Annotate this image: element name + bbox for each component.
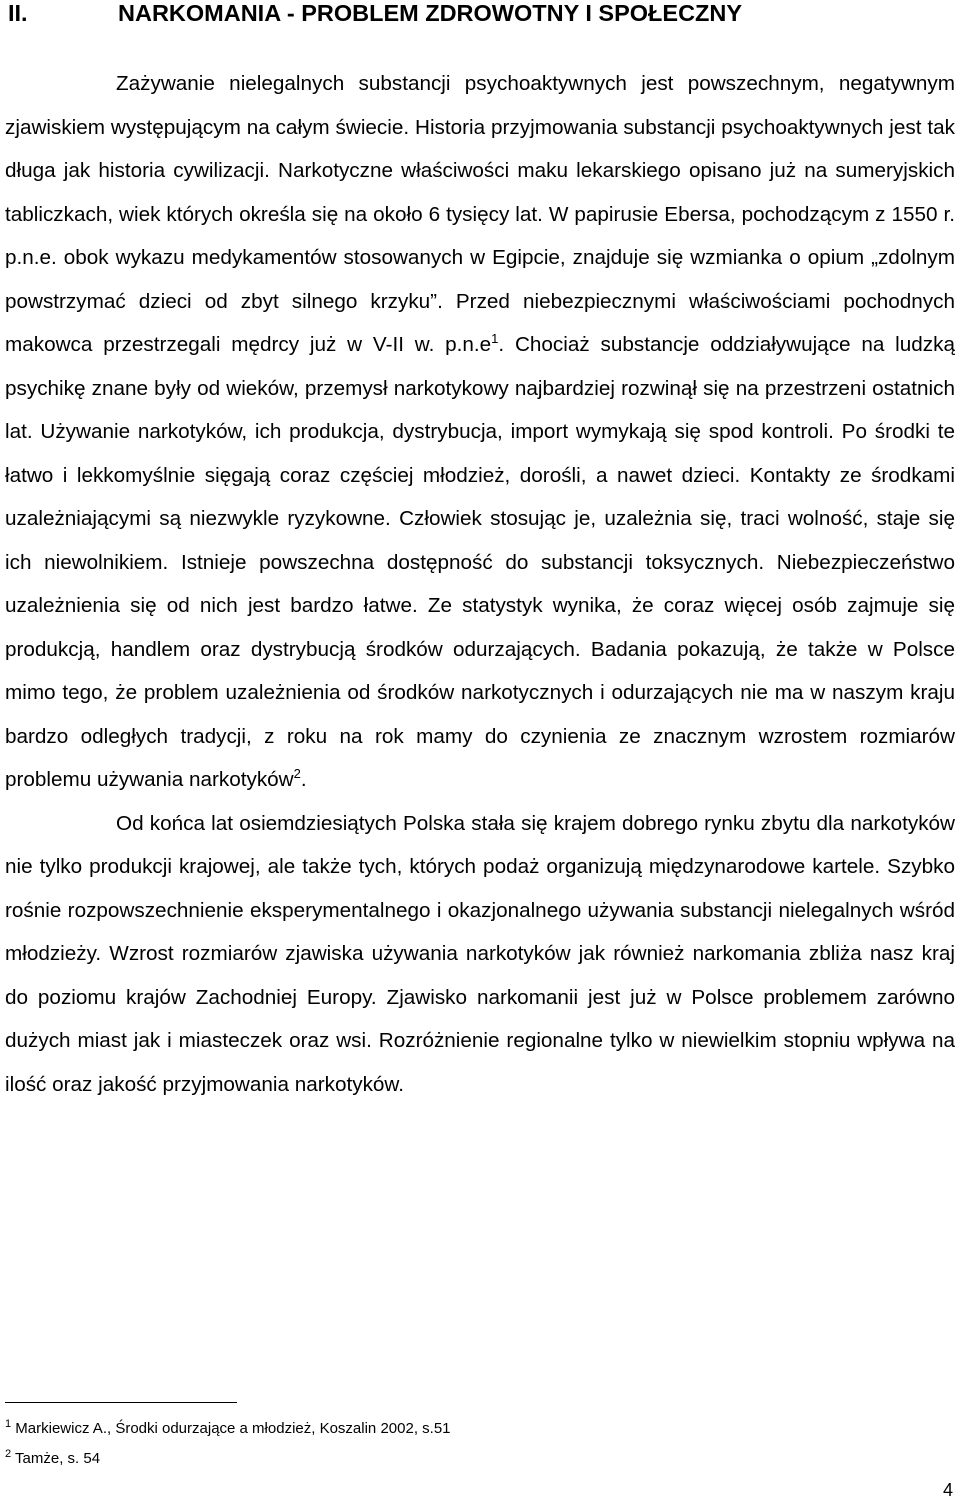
footnote-marker: 2 [5, 1448, 12, 1460]
footnote-ref-2: 2 [293, 766, 301, 782]
chapter-title: NARKOMANIA - PROBLEM ZDROWOTNY I SPOŁECZNY [118, 0, 743, 26]
footnote-separator [5, 1402, 237, 1403]
footnote-text: Tamże, s. 54 [15, 1450, 101, 1467]
paragraph-1 [5, 62, 955, 802]
footnote-marker: 1 [5, 1418, 12, 1430]
footnote-ref-1: 1 [491, 331, 499, 347]
chapter-heading [8, 0, 948, 31]
chapter-number: II. [8, 0, 28, 26]
page-number: 4 [942, 1480, 953, 1500]
footnotes [5, 1414, 945, 1474]
footnote-1 [5, 1414, 945, 1444]
paragraph-2: Od końca lat osiemdziesiątych Polska stała się krajem dobrego rynku zbytu dla narkotyków nie tylko produkcji krajowej, ale także tych, których podaż organizują międzynarodowe kartele. Szybko rośnie rozpowszechnienie eksperymentalnego i okazjonalnego używania substancji nielegalnych wśród młodzieży. Wzrost rozmiarów zjawiska używania narkotyków jak również narkomania zbliża nasz kraj do poziomu krajów Zachodniej Europy. Zjawisko narkomanii jest już w Polsce problemem zarówno dużych miast jak i miasteczek oraz wsi. Rozróżnienie regionalne tylko w niewielkim stopniu wpływa na ilość oraz jakość przyjmowania narkotyków. [5, 811, 955, 1096]
footnote-text: Markiewicz A., Środki odurzające a młodzież, Koszalin 2002, s.51 [15, 1420, 451, 1437]
footnote-2 [5, 1444, 945, 1474]
body-text [5, 62, 955, 1106]
paragraph-1-text-b: . Chociaż substancje oddziaływujące na ludzką psychikę znane były od wieków, przemysł narkotykowy najbardziej rozwinął się na przestrzeni ostatnich lat. Używanie narkotyków, ich produkcja, dystrybucja, import wymykają się spod kontroli. Po środki te łatwo i lekkomyślnie sięgają coraz częściej młodzież, dorośli, a nawet dzieci. Kontakty ze środkami uzależniającymi są niezwykle ryzykowne. Człowiek stosując je, uzależnia się, traci wolność, staje się ich niewolnikiem. Istnieje powszechna dostępność do substancji toksycznych. Niebezpieczeństwo uzależnienia się od nich jest bardzo łatwe. Ze statystyk wynika, że coraz więcej osób zajmuje się produkcją, handlem oraz dystrybucją środków odurzających. Badania pokazują, że także w Polsce mimo tego, że problem uzależnienia od środków narkotycznych i odurzających nie ma w naszym kraju bardzo odległych tradycji, z roku na rok mamy do czynienia ze znacznym wzrostem rozmiarów problemu używania narkotyków [5, 333, 955, 791]
paragraph-1-text-c: . [300, 768, 307, 791]
paragraph-1-text-a: Zażywanie nielegalnych substancji psychoaktywnych jest powszechnym, negatywnym zjawiskiem występującym na całym świecie. Historia przyjmowania substancji psychoaktywnych jest tak długa jak historia cywilizacji. Narkotyczne właściwości maku lekarskiego opisano już na sumeryjskich tabliczkach, wiek których określa się na około 6 tysięcy lat. W papirusie Ebersa, pochodzącym z 1550 r. p.n.e. obok wykazu medykamentów stosowanych w Egipcie, znajduje się wzmianka o opium „zdolnym powstrzymać dzieci od zbyt silnego krzyku”. Przed niebezpiecznymi właściwościami pochodnych makowca przestrzegali mędrcy już w V-II w. p.n.e [5, 72, 955, 356]
